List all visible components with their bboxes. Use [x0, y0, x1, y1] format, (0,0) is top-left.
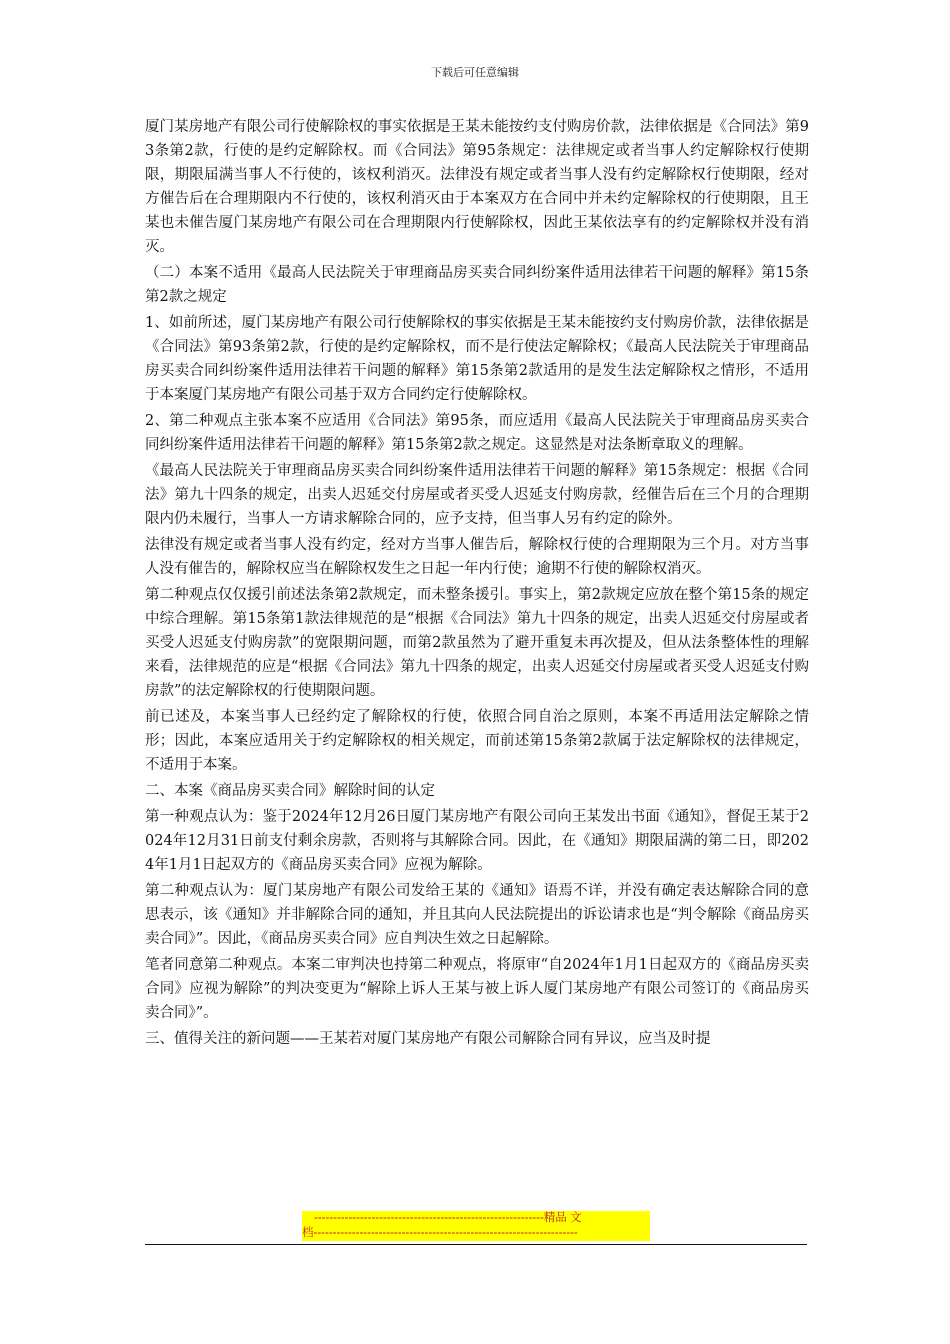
paragraph-6: 法律没有规定或者当事人没有约定，经对方当事人催告后，解除权行使的合理期限为三个月。对方当事人没有催告的，解除权应当在解除权发生之日起一年内行使；逾期不行使的解除权消灭。 — [145, 537, 809, 577]
paragraph-1: 厦门某房地产有限公司行使解除权的事实依据是王某未能按约支付购房价款，法律依据是《合同法》第93条第2款，行使的是约定解除权。而《合同法》第95条规定：法律规定或者当事人约定解除权行使期限，期限届满当事人不行使的，该权利消灭。法律没有规定或者当事人没有约定解除权行使期限，经对方催告后在合理期限内不行使的，该权利消灭由于本案双方在合同中并未约定解除权的行使期限，且王某也未催告厦门某房地产有限公司在合理期限内行使解除权，因此王某依法享有的约定解除权并没有消灭。 — [145, 119, 809, 255]
document-body — [145, 115, 809, 1053]
section-heading-2: （二）本案不适用《最高人民法院关于审理商品房买卖合同纠纷案件适用法律若干问题的解释》第15条第2款之规定 — [145, 265, 809, 305]
footer-line-2: 档--------------------------------------------------------------------- — [302, 1227, 578, 1239]
footer-watermark — [302, 1211, 650, 1241]
paragraph-3: 1、如前所述，厦门某房地产有限公司行使解除权的事实依据是王某未能按约支付购房价款，法律依据是《合同法》第93条第2款，行使的是约定解除权，而不是行使法定解除权；《最高人民法院关于审理商品房买卖合同纠纷案件适用法律若干问题的解释》第15条第2款适用的是发生法定解除权之情形，不适用于本案厦门某房地产有限公司基于双方合同约定行使解除权。 — [145, 315, 809, 403]
footer-line-1: ------------------------------------------------------------精品 文 — [314, 1212, 582, 1224]
paragraph-8: 前已述及，本案当事人已经约定了解除权的行使，依照合同自治之原则，本案不再适用法定解除之情形；因此，本案应适用关于约定解除权的相关规定，而前述第15条第2款属于法定解除权的法律规定，不适用于本案。 — [145, 709, 809, 773]
paragraph-5: 《最高人民法院关于审理商品房买卖合同纠纷案件适用法律若干问题的解释》第15条规定：根据《合同法》第九十四条的规定，出卖人迟延交付房屋或者买受人迟延支付购房款，经催告后在三个月的合理期限内仍未履行，当事人一方请求解除合同的，应予支持，但当事人另有约定的除外。 — [145, 463, 809, 527]
paragraph-11: 第二种观点认为：厦门某房地产有限公司发给王某的《通知》语焉不详，并没有确定表达解除合同的意思表示，该《通知》并非解除合同的通知，并且其向人民法院提出的诉讼请求也是“判令解除《商品房买卖合同》”。因此，《商品房买卖合同》应自判决生效之日起解除。 — [145, 883, 809, 947]
paragraph-4: 2、第二种观点主张本案不应适用《合同法》第95条，而应适用《最高人民法院关于审理商品房买卖合同纠纷案件适用法律若干问题的解释》第15条第2款之规定。这显然是对法条断章取义的理解。 — [145, 413, 809, 453]
section-heading-9: 二、本案《商品房买卖合同》解除时间的认定 — [145, 783, 435, 799]
footer-divider — [145, 1244, 807, 1245]
section-heading-13: 三、值得关注的新问题——王某若对厦门某房地产有限公司解除合同有异议，应当及时提 — [145, 1031, 711, 1047]
paragraph-7: 第二种观点仅仅援引前述法条第2款规定，而未整条援引。事实上，第2款规定应放在整个第15条的规定中综合理解。第15条第1款法律规范的是“根据《合同法》第九十四条的规定，出卖人迟延交付房屋或者买受人迟延支付购房款”的宽限期问题，而第2款虽然为了避开重复未再次提及，但从法条整体性的理解来看，法律规范的应是“根据《合同法》第九十四条的规定，出卖人迟延交付房屋或者买受人迟延支付购房款”的法定解除权的行使期限问题。 — [145, 587, 809, 699]
paragraph-10: 第一种观点认为：鉴于2024年12月26日厦门某房地产有限公司向王某发出书面《通知》，督促王某于2024年12月31日前支付剩余房款，否则将与其解除合同。因此，在《通知》期限届满的第二日，即2024年1月1日起双方的《商品房买卖合同》应视为解除。 — [145, 809, 809, 873]
paragraph-12: 笔者同意第二种观点。本案二审判决也持第二种观点，将原审“自2024年1月1日起双方的《商品房买卖合同》应视为解除”的判决变更为“解除上诉人王某与被上诉人厦门某房地产有限公司签订的《商品房买卖合同》”。 — [145, 957, 809, 1021]
page-header: 下载后可任意编辑 — [431, 66, 519, 79]
